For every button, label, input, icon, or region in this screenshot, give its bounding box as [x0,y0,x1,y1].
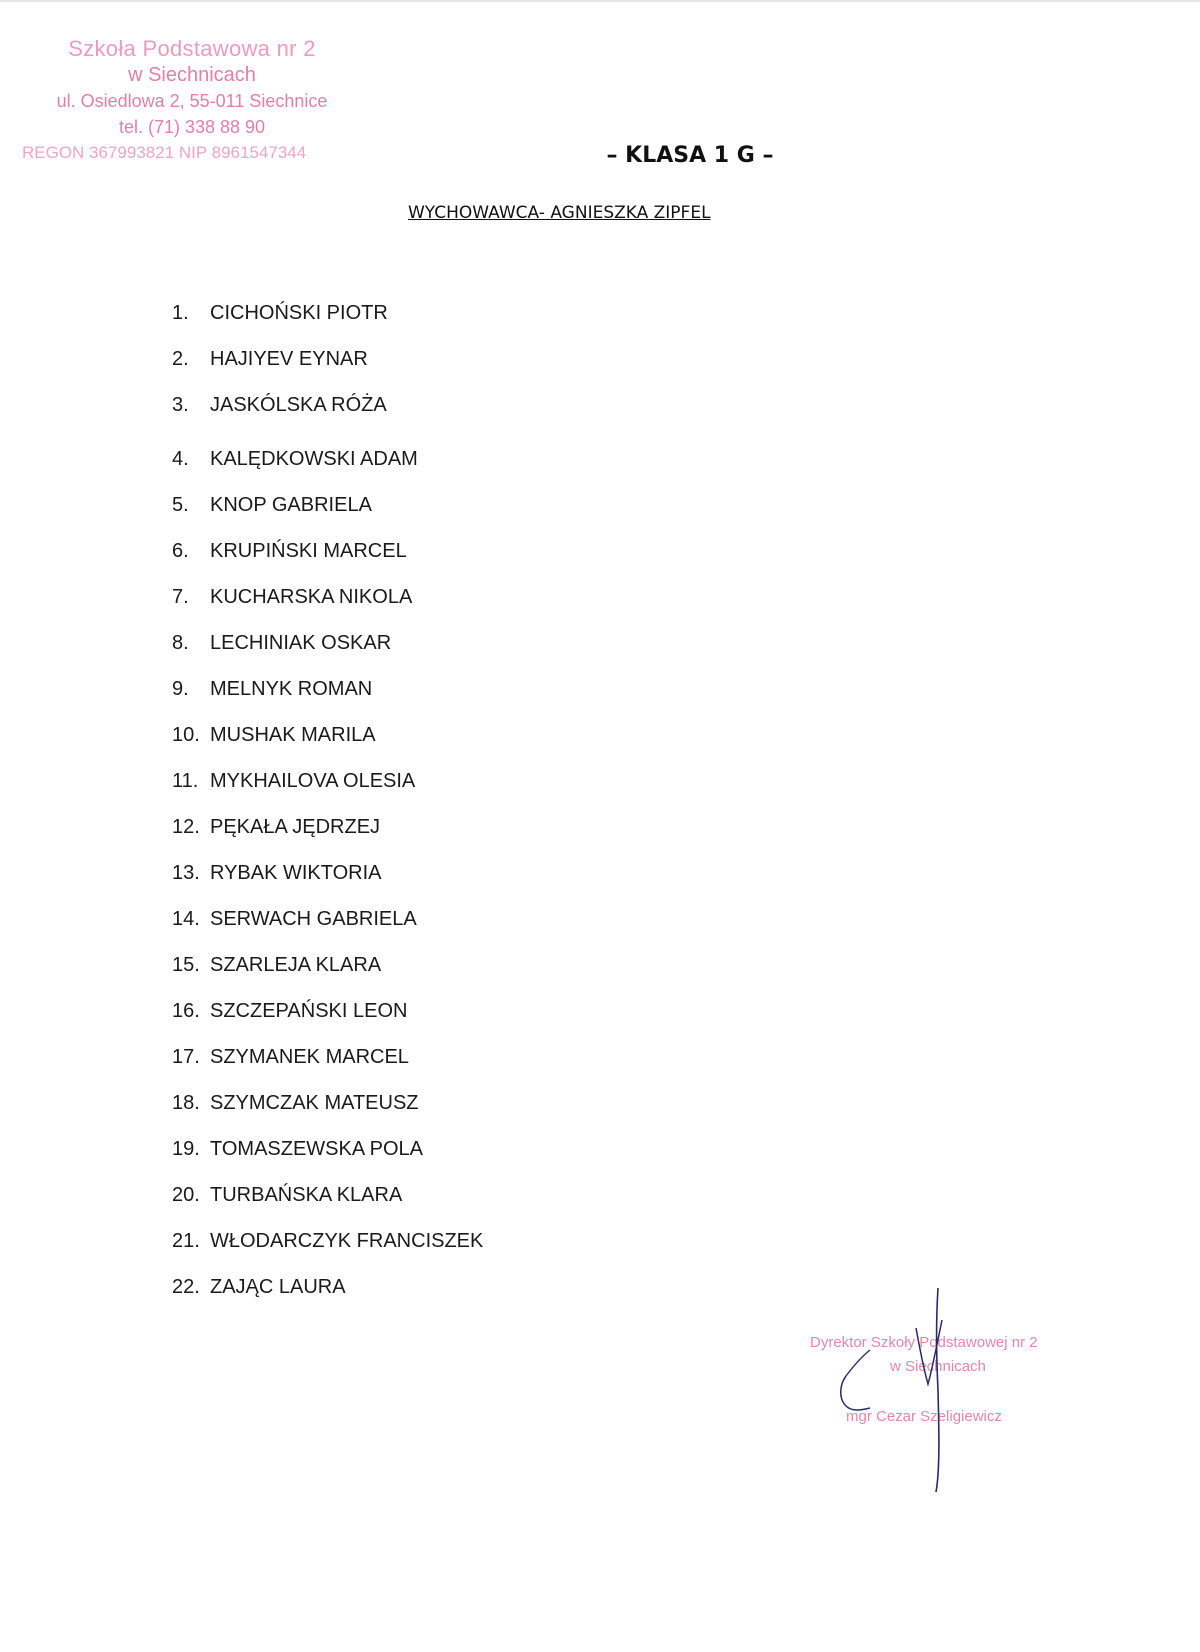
student-name: KRUPIŃSKI MARCEL [210,540,407,562]
student-number: 10. [172,724,200,746]
student-number: 5. [172,494,189,516]
student-name: KUCHARSKA NIKOLA [210,586,413,608]
class-title: – KLASA 1 G – [606,143,774,168]
student-number: 15. [172,954,200,976]
student-number: 8. [172,632,189,654]
teacher-heading: WYCHOWAWCA- AGNIESZKA ZIPFEL [408,203,711,223]
student-number: 1. [172,302,189,324]
student-number: 12. [172,816,200,838]
student-name: KNOP GABRIELA [210,494,372,516]
school-stamp-address: ul. Osiedlowa 2, 55-011 Siechnice [56,91,328,111]
student-name: MYKHAILOVA OLESIA [210,770,416,792]
student-name: SZYMANEK MARCEL [210,1046,409,1068]
student-row [172,908,417,931]
director-stamp-title: Dyrektor Szkoły Podstawowej nr 2 [810,1334,1038,1351]
student-number: 22. [172,1276,200,1298]
student-name: PĘKAŁA JĘDRZEJ [210,816,381,838]
student-number: 11. [172,770,199,792]
student-name: RYBAK WIKTORIA [210,862,382,884]
student-row [172,394,387,417]
student-row [172,302,388,325]
student-row [172,494,372,517]
student-row [172,954,381,977]
student-row [172,1000,407,1023]
student-name: LECHINIAK OSKAR [210,632,392,654]
student-row [172,1046,409,1069]
student-number: 17. [172,1046,200,1068]
student-row [172,1184,402,1207]
student-row [172,586,412,609]
student-row [172,1092,419,1115]
handwritten-signature [840,1280,1000,1510]
student-row [172,816,380,839]
student-row [172,448,418,471]
student-row [172,724,376,747]
student-row [172,678,372,701]
student-name: SZCZEPAŃSKI LEON [210,1000,408,1022]
student-row [172,1138,423,1161]
school-stamp-name: Szkoła Podstawowa nr 2 [68,36,316,61]
student-name: TURBAŃSKA KLARA [210,1184,403,1206]
student-row [172,348,368,371]
student-number: 6. [172,540,189,562]
student-row [172,1276,346,1299]
student-row [172,540,407,563]
student-name: MELNYK ROMAN [210,678,373,700]
student-row [172,770,415,793]
student-row [172,1230,483,1253]
student-number: 9. [172,678,189,700]
student-name: TOMASZEWSKA POLA [210,1138,424,1160]
student-number: 3. [172,394,189,416]
student-name: HAJIYEV EYNAR [210,348,368,370]
student-name: SZYMCZAK MATEUSZ [210,1092,419,1114]
student-name: ZAJĄC LAURA [210,1276,346,1298]
page-top-edge [0,0,1200,2]
student-number: 19. [172,1138,200,1160]
director-stamp-city: w Siechnicach [890,1358,986,1375]
school-stamp-city: w Siechnicach [128,64,256,86]
student-number: 20. [172,1184,200,1206]
student-name: MUSHAK MARILA [210,724,376,746]
student-number: 13. [172,862,200,884]
student-number: 18. [172,1092,200,1114]
student-name: WŁODARCZYK FRANCISZEK [210,1230,484,1252]
school-stamp-ids: REGON 367993821 NIP 8961547344 [22,143,307,162]
student-row [172,632,391,655]
student-row [172,862,382,885]
student-number: 16. [172,1000,200,1022]
student-number: 7. [172,586,189,608]
student-number: 4. [172,448,189,470]
student-name: CICHOŃSKI PIOTR [210,302,388,324]
director-stamp-name: mgr Cezar Szeligiewicz [846,1408,1002,1425]
student-name: SZARLEJA KLARA [210,954,382,976]
student-number: 2. [172,348,189,370]
school-stamp-phone: tel. (71) 338 88 90 [118,117,266,137]
student-name: SERWACH GABRIELA [210,908,417,930]
student-number: 21. [172,1230,200,1252]
student-number: 14. [172,908,200,930]
student-name: KALĘDKOWSKI ADAM [210,448,418,470]
student-name: JASKÓLSKA RÓŻA [210,394,387,416]
